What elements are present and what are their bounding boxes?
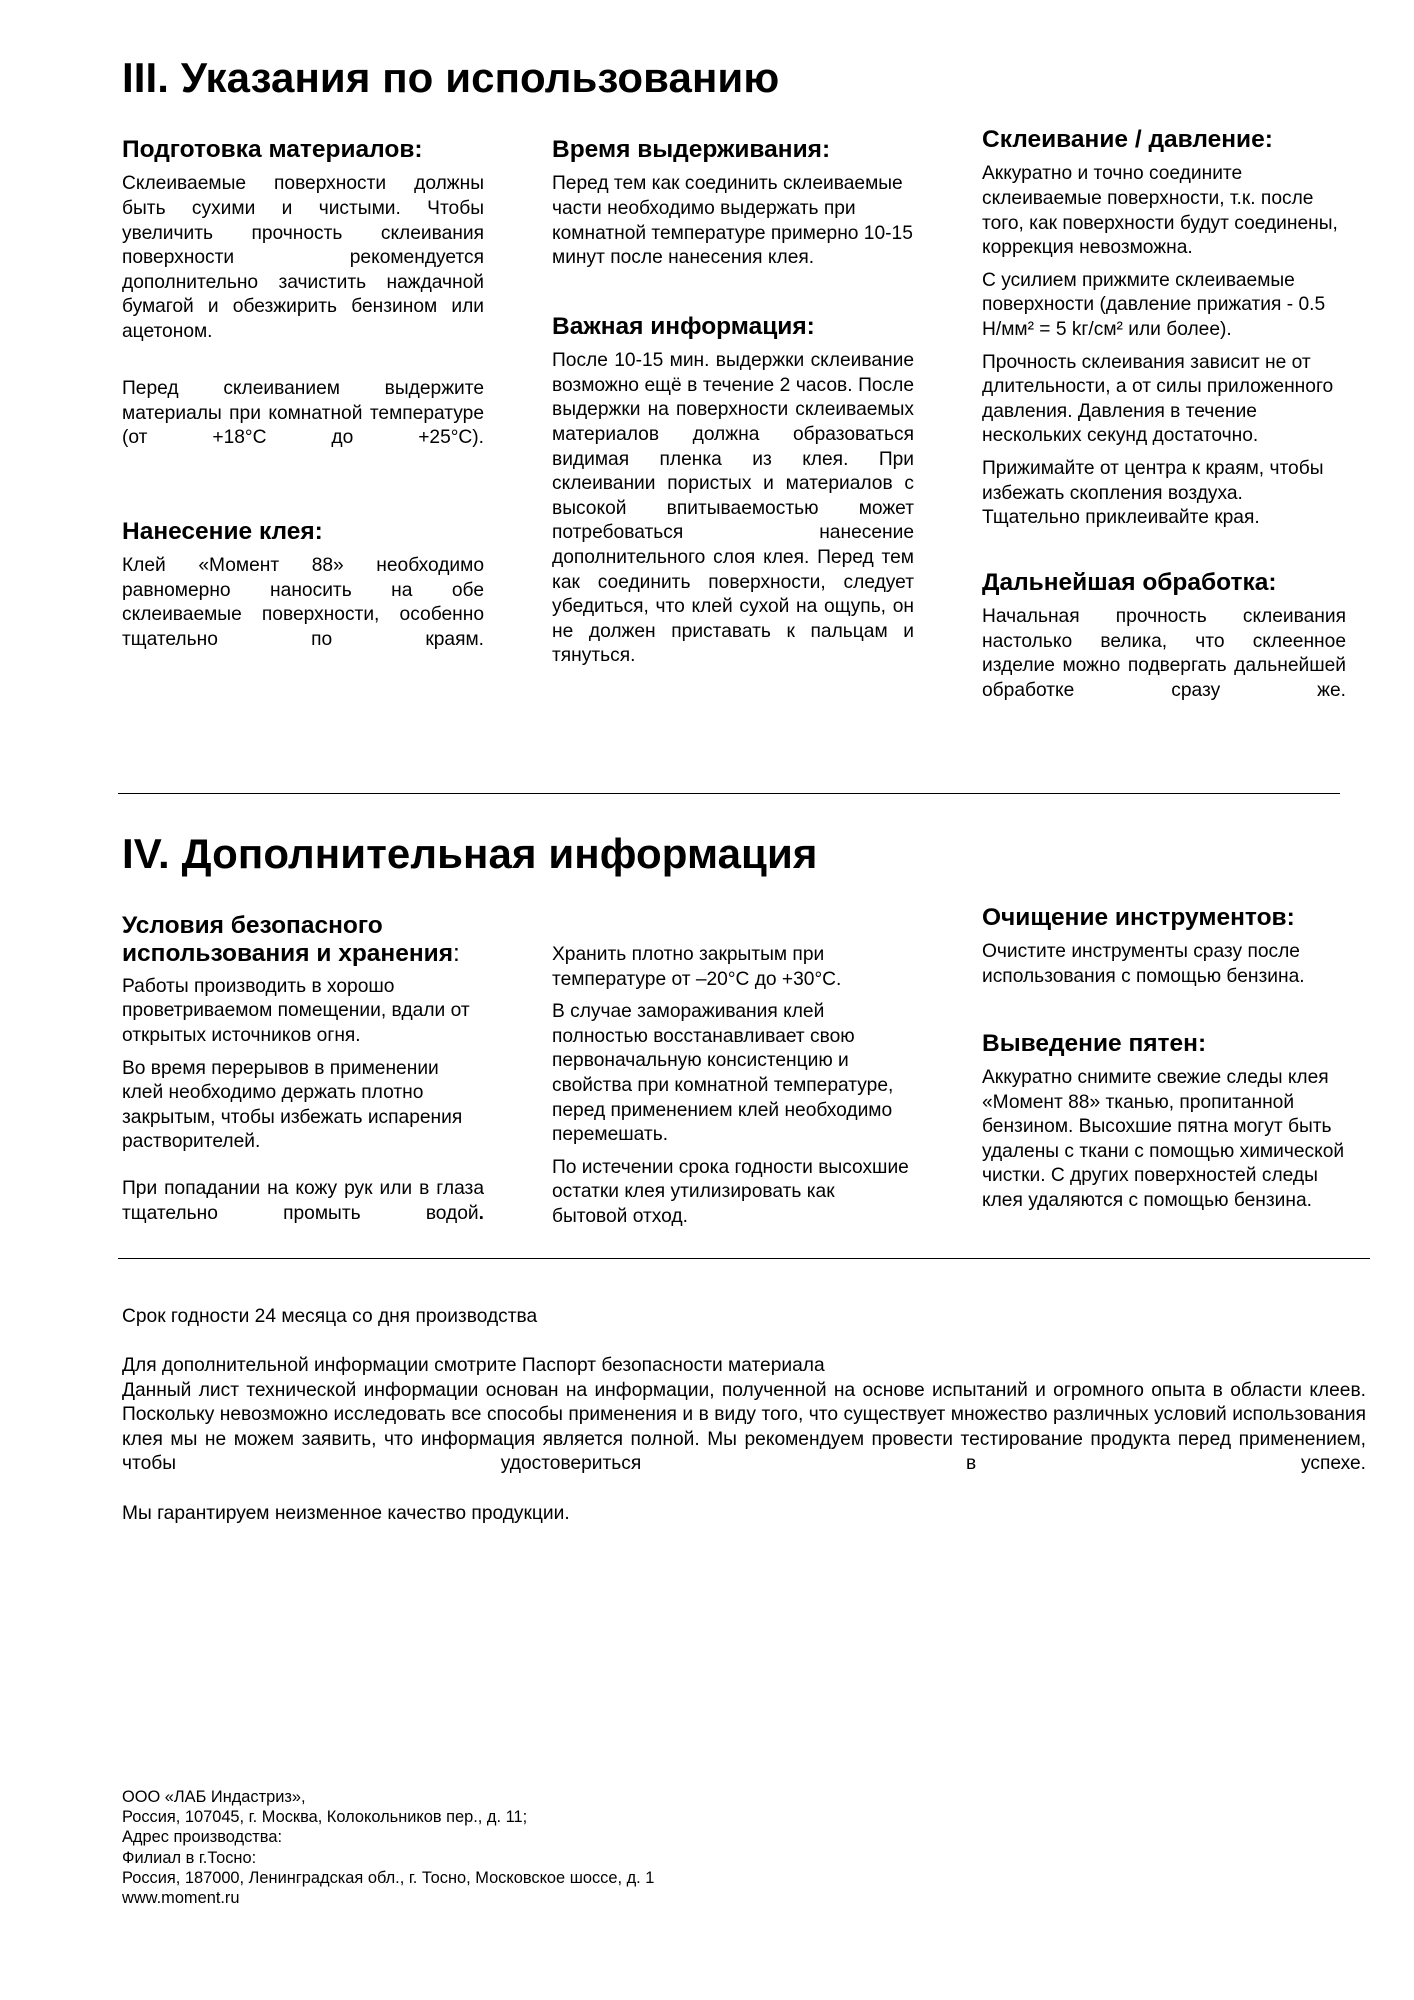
- text-safety-skin-contact-end: .: [478, 1202, 484, 1224]
- text-holding-time: Перед тем как соединить склеиваемые части необходимо выдержать при комнатной температуре примерно 10-15 минут после нанесения клея.: [552, 173, 913, 269]
- address-website: www.moment.ru: [122, 1889, 240, 1908]
- address-office: Россия, 107045, г. Москва, Колокольников пер., д. 11;: [122, 1808, 528, 1827]
- text-preparation-temperature: Перед склеиванием выдержите материалы при комнатной температуре (от +18°С до +25°С).: [122, 378, 484, 449]
- column-cleaning: [982, 904, 1346, 1222]
- text-safety-skin-contact: [122, 1177, 484, 1251]
- text-bonding-pressure: С усилием прижмите склеиваемые поверхности (давление прижатия - 0.5 Н/мм² = 5 kг/см² или более).: [982, 269, 1326, 340]
- heading-safety-line1: Условия безопасного: [122, 912, 383, 939]
- shelf-life-block: [122, 1305, 1366, 1330]
- heading-safety-line2: использования и хранения: [122, 940, 453, 968]
- heading-stain-removal: Выведение пятен:: [982, 1029, 1207, 1057]
- heading-glue-application: Нанесение клея:: [122, 517, 323, 545]
- address-production-label: Адрес производства:: [122, 1828, 282, 1847]
- address-branch: Филиал в г.Тосно:: [122, 1848, 257, 1867]
- text-safety-ventilation: Работы производить в хорошо проветриваемом помещении, вдали от открытых источников огня.: [122, 975, 470, 1046]
- heading-important-info: Важная информация:: [552, 312, 815, 340]
- text-safety-skin-contact-body: При попадании на кожу рук или в глаза тщательно промыть водой: [122, 1177, 484, 1224]
- heading-holding-time: Время выдерживания:: [552, 136, 831, 163]
- section-divider: [118, 793, 1340, 794]
- column-bonding: [982, 126, 1346, 736]
- address-plant: Россия, 187000, Ленинградская обл., г. Тосно, Московское шоссе, д. 1: [122, 1868, 655, 1887]
- disclaimer-block: [122, 1354, 1366, 1526]
- text-tool-cleaning: Очистите инструменты сразу после использования с помощью бензина.: [982, 941, 1305, 987]
- text-bonding-alignment: Аккуратно и точно соедините склеиваемые поверхности, т.к. после того, как поверхности будут соединены, коррекция невозможна.: [982, 163, 1338, 259]
- text-stain-removal: Аккуратно снимите свежие следы клея «Момент 88» тканью, пропитанной бензином. Высохшие пятна могут быть удалены с ткани с помощью химической чистки. С других поверхностей следы клея удаляются с помощью бензина.: [982, 1067, 1345, 1211]
- text-bonding-strength: Прочность склеивания зависит не от длительности, а от силы приложенного давления. Давления в течение нескольких секунд достаточно.: [982, 351, 1334, 447]
- text-storage-temperature: Хранить плотно закрытым при температуре от –20°С до +30°С.: [552, 944, 842, 990]
- column-safety: [122, 912, 484, 1259]
- text-bonding-edges: Прижимайте от центра к краям, чтобы избежать скопления воздуха. Тщательно приклеивайте края.: [982, 457, 1324, 529]
- footer-divider: [118, 1258, 1370, 1259]
- text-safety-closed: Во время перерывов в применении клей необходимо держать плотно закрытым, чтобы избежать испарения растворителей.: [122, 1057, 463, 1153]
- address-company: ООО «ЛАБ Индастриз»,: [122, 1788, 306, 1806]
- heading-further-processing: Дальнейшая обработка:: [982, 568, 1277, 596]
- text-guarantee: Мы гарантируем неизменное качество продукции.: [122, 1502, 570, 1524]
- company-address: [122, 1787, 1022, 1908]
- text-preparation-surfaces: Склеиваемые поверхности должны быть сухими и чистыми. Чтобы увеличить прочность склеивания поверхности рекомендуется дополнительно зачистить наждачной бумагой и обезжирить бензином или ацетоном.: [122, 173, 484, 342]
- text-shelf-life: Срок годности 24 месяца со дня производства: [122, 1306, 538, 1327]
- text-important-info: После 10-15 мин. выдержки склеивание возможно ещё в течение 2 часов. После выдержки на поверхности склеиваемых материалов должна образоваться видимая пленка из клея. При склеивании пористых и материалов с высокой впитываемостью может потребоваться нанесение дополнительного слоя клея. Перед тем как соединить поверхности, следует убедиться, что клей сухой на ощупь, он не должен приставать к пальцам и тянуться.: [552, 350, 914, 667]
- text-sds-note: Для дополнительной информации смотрите Паспорт безопасности материала: [122, 1355, 825, 1376]
- text-further-processing: Начальная прочность склеивания настолько велика, что склеенное изделие можно подвергать дальнейшей обработке сразу же.: [982, 606, 1346, 701]
- text-storage-freezing: В случае замораживания клей полностью восстанавливает свою первоначальную консистенцию и свойства при комнатной температуре, перед применением клей необходимо перемешать.: [552, 1001, 894, 1146]
- column-preparation: [122, 136, 484, 685]
- heading-material-preparation: Подготовка материалов:: [122, 136, 423, 163]
- section-title-additional-info: IV. Дополнительная информация: [122, 830, 818, 877]
- section-title-usage: III. Указания по использованию: [122, 54, 780, 101]
- heading-bonding-pressure: Склеивание / давление:: [982, 126, 1273, 153]
- column-storage: [552, 943, 914, 1238]
- text-storage-disposal: По истечении срока годности высохшие остатки клея утилизировать как бытовой отход.: [552, 1156, 909, 1227]
- heading-safety-storage: [122, 912, 484, 969]
- text-glue-application: Клей «Момент 88» необходимо равномерно наносить на обе склеиваемые поверхности, особенно тщательно по краям.: [122, 554, 484, 650]
- heading-safety-colon: :: [453, 940, 460, 968]
- text-disclaimer: Данный лист технической информации основан на информации, полученной на основе испытаний и огромного опыта в области клеев. Поскольку невозможно исследовать все способы применения и в виду того, что существует множество различных условий использования клея мы не можем заявить, что информация является полной. Мы рекомендуем провести тестирование продукта перед применением, чтобы удостовериться в успехе.: [122, 1379, 1366, 1475]
- heading-tool-cleaning: Очищение инструментов:: [982, 904, 1295, 931]
- column-holding-time: [552, 136, 914, 702]
